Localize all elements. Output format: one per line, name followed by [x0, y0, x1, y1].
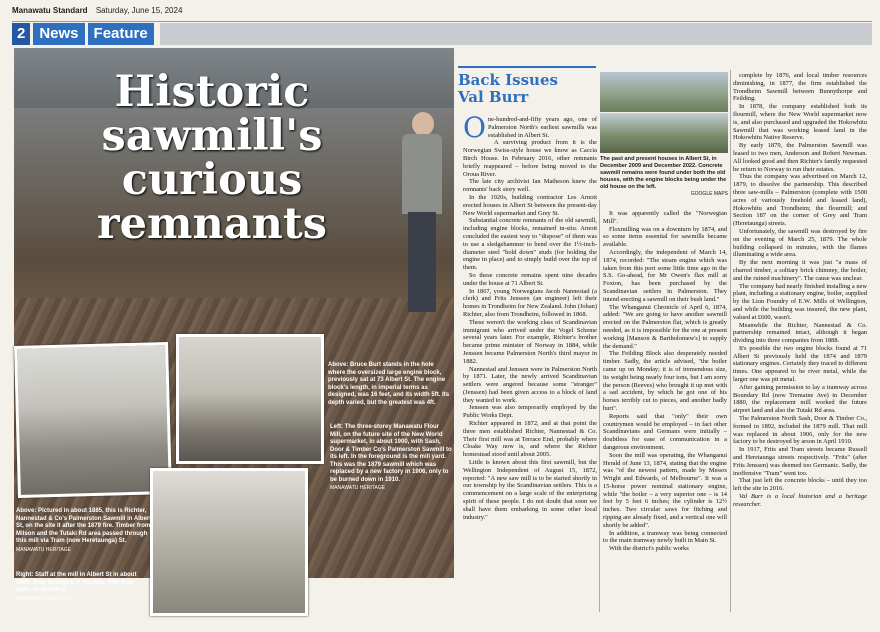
paragraph: Substantial concrete remnants of the old sawmill, including engine blocks, remained in-situ. Arnott concluded the easiest way to "dispose" of them was to use a sledgehammer to bend over the 1½-inch-diameter steel "hold down" studs (for holding the engine in place) and to simply build over the top of them. — [463, 217, 597, 272]
paragraph: In 1878, the company established both its flourmill, where the New World supermarket now is, and also purchased and upgraded the Hokowhitu Sawmill that was working leased land in the Hokowhitu Native Reserve. — [733, 103, 867, 142]
column-rule — [599, 200, 600, 612]
caption-flour-mill-credit: MANAWATU HERITAGE — [330, 485, 385, 491]
article-column-2 — [603, 210, 727, 612]
page-number: 2 — [12, 23, 30, 45]
paragraph: These weren't the working class of Scandinavian immigrant who arrived under the Vogel Scheme several years later. For example, Richter's brother became prime minister of Norway in 1884, while Jenssen became Palmerston North's third mayor in 1882. — [463, 318, 597, 365]
paragraph: Nannestad and Jenssen were in Palmerston North by 1871. Later, the newly arrived Scandinavian settlers were angered because some "stranger" (Jenssen) had been given access to a block of land they wanted to work. — [463, 365, 597, 404]
paper-name: Manawatu Standard — [12, 6, 88, 15]
column-rule — [730, 70, 731, 612]
paragraph: One-hundred-and-fifty years ago, one of Palmerston North's earliest sawmills was established in Albert St. — [463, 116, 597, 144]
caption-houses-text: The past and present houses in Albert St, in December 2009 and December 2022. Concrete sawmill remains were found under both the old houses, with the engine blocks being under the old house on the left. — [600, 156, 727, 190]
paragraph: The Palmerston North Sash, Door & Timber Co., formed in 1892, included the 1879 mill. That mill was replaced in about 1906, only for the new factory to be destroyed by arson in April 1910. — [733, 415, 867, 446]
paragraph: With the district's public works — [609, 545, 689, 553]
paragraph: So these concrete remains spent nine decades under the house at 71 Albert St. — [463, 271, 597, 287]
photo-house-2022 — [600, 113, 728, 153]
paragraph: complete by 1876, and local timber resources diminishing, in 1877, the firm established the Trondheim Sawmill between Bunnythorpe and Feilding. — [733, 72, 867, 103]
section-bar — [12, 23, 154, 45]
paragraph: Soon the mill was operating, the Whanganui Herald of June 13, 1874, stating that the engine was "of the newest pattern, made by Messrs Wright and Edwards, of Melbourne". It was a 15-horse power nominal stationary engine, while "the boiler – a very superior one – is 14 feet by 5 feet 6 inches; the cylinder is 12½ inches. Two circular saws for fitching and ripping are already fixed, and a vertical one will shortly be added". — [603, 451, 727, 529]
paragraph: In 1917, Frits and Tram streets became Russell and Heretaunga streets respectively. "Frits" (after Frits Jenssen) was deemed too Germanic. Sadly, the inoffensive "Tram" went too. — [733, 446, 867, 477]
paragraph: After gaining permission to lay a tramway across Boundary Rd (now Tremaine Ave) in December 1880, the replacement mill worked the future airport land and also the Tutaki Rd area. — [733, 383, 867, 415]
paragraph: Jenssen was also temporarily employed by the Public Works Dept. — [463, 404, 597, 420]
paragraph: Unfortunately, the sawmill was destroyed by fire on the evening of March 25, 1879. The whole building collapsed in minutes, with the flames illuminating a wide area. — [733, 227, 867, 259]
issue-date: Saturday, June 15, 2024 — [95, 6, 183, 15]
caption-staff-credit: MANAWATU HERITAGE — [16, 595, 71, 602]
article-column-1 — [463, 116, 597, 612]
caption-flour-mill-text: Left: The three-storey Manawatu Flour Mill, on the future site of the New World supermarket, in about 1900, with Sash, Door & Timber Co's Palmerston Sawmill to its left. In the foreground is the mill yard. This was the 1879 sawmill which was replaced by a new factory in 1906, only to be burned down in 1910. — [330, 424, 452, 483]
caption-main: Above: Bruce Burt stands in the hole where the oversized large engine block, previously sat at 73 Albert St. The engine block's length, in imperial terms as designed, was 16 feet, and its width 5ft. Its depth varied, but the greatest was 4ft. — [328, 362, 450, 406]
caption-flour-mill — [330, 424, 452, 493]
paragraph: The late city archivist Ian Matheson knew the remnants' back story well. — [463, 178, 597, 194]
caption-staff — [16, 572, 146, 603]
article-column-3 — [733, 72, 867, 612]
headline: Historic sawmill's curious remnants — [97, 67, 327, 249]
paragraph: Accordingly, the independent of March 14, 1874, recorded: "The steam engine which was taken from this port some little time ago in the S.S. Go-ahead, for Mr Owen's flax mill at Foxton, has been purchased by the Scandinavian settlers in Palmerston. They intend erecting a sawmill on their bush land." — [603, 248, 727, 303]
top-strip — [160, 23, 872, 45]
photo-mill-staff — [150, 468, 308, 616]
column-title: Back Issues — [458, 71, 558, 89]
paragraph: By the next morning it was just "a mass of charred timber, a solitary brick chimney, the boiler, and the ruined machinery". The cause was unclear. — [733, 259, 867, 282]
paragraph: It was apparently called the "Norwegian Mill". — [603, 210, 727, 225]
caption-sawmill — [16, 508, 152, 554]
paragraph: Meanwhile the Richter, Nannestad & Co. partnership remained intact, although it began dividing into three companies from 1888. — [733, 321, 867, 345]
paragraph: Floxmilling was on a downturn by 1874, and so some items essential for sawmills became available. — [603, 225, 727, 249]
paragraph: In addition, a tramway was being connected to the main tramway newly built in Main St. — [603, 529, 727, 545]
photo-house-2009 — [600, 72, 728, 112]
section-news: News — [33, 23, 84, 45]
column-author: Val Burr — [458, 88, 529, 106]
paragraph: In 1867, young Norwegians Jacob Nannestad (a clerk) and Frits Jenssen (an engineer) left their homes in Trondheim for New Zealand. John (Johan) Richter, also from Trondheim, followed in 1868. — [463, 287, 597, 318]
paragraph: The Whanganui Chronicle of April 6, 1874, added: "We are going to have another sawmill erected on the Palmerston flat, which is greatly needed, as it is impossible for the one at present working [Manson & Bartholomew's] to supply the demand." — [603, 303, 727, 350]
paragraph: It's possible the two engine blocks found at 71 Albert St previously held the 1874 and 1879 stationary engines. Certainly they traced to different times. One appeared to be river metal, while the larger one was pit metal. — [733, 344, 867, 384]
section-feature: Feature — [88, 23, 154, 45]
column-header — [458, 66, 596, 106]
paragraph: Little is known about this first sawmill, but the Wellington Independent of August 15, 1872, reported: "A new saw mill is to be started shortly in our township by the Scandinavian settlers. This is a commencement on a large scale of the enterprising spirit of these people. I do not doubt that soon we shall have them embarking in some other local industry." — [463, 459, 597, 521]
author-note: Val Burr is a local historian and a heritage researcher. — [733, 493, 867, 508]
photo-person — [398, 112, 446, 312]
paragraph: By early 1879, the Palmerston Sawmill was leased to two men, Anderson and Robert Newman. All looked good and then Richter's family requested he return to Norway to run their estates. — [733, 142, 867, 173]
photo-sawmill-1885 — [14, 342, 172, 498]
masthead — [12, 6, 872, 22]
paragraph: The company had nearly finished installing a new plant, including a stationary engine, boiler, supplied by the Lion Foundry of E.W. Mills of Wellington, and while the building was insured, the new plant, valued at £600, wasn't. — [733, 282, 867, 321]
caption-staff-text: Right: Staff at the mill in Albert St in about 1885. Only George E.V. Kochler, fifth from right, is identified. — [16, 572, 137, 593]
caption-sawmill-text: Above: Pictured in about 1885, this is Richter, Nannestad & Co's Palmerston Sawmill in Albert St, on the site it after the 1879 fire. Timber from Milson and the Tutaki Rd area passed through this mill via Tram (now Heretaunga) St. — [16, 508, 152, 544]
caption-houses-credit: GOOGLE MAPS — [690, 191, 728, 197]
paragraph: Thus the company was advertised on March 12, 1879, to dissolve the partnership. This described three saw-mills – Palmerston (complete with 1500 acres of variously freehold and leased land), Hokowhitu and Trondheim; the flourmill; and Section 187 on the corner of Grey and Tram (Heretaunga) streets. — [733, 173, 867, 228]
caption-houses — [600, 156, 728, 198]
caption-sawmill-credit: MANAWATU HERITAGE — [16, 546, 71, 553]
paragraph: Richter appeared in 1872, and at that point the three men established Richter, Nannestad & Co. Their first mill was at Terrace End, probably where Cloake Way now is, and where the Richter homestead stood until about 2005. — [463, 420, 597, 459]
paragraph: That just left the concrete blocks – until they too left the site in 2016. — [733, 477, 867, 493]
drop-cap: O — [463, 116, 486, 144]
paragraph: Reports said that "only" their own countrymen would be employed – in fact other Scandinavians and Germans were initially – doubtless for ease of communication in a dangerous environment. — [603, 412, 727, 451]
paragraph: In the 1920s, building contractor Les Arnott erected houses in Albert St between the present-day New World supermarket and Grey St. — [463, 193, 597, 217]
paragraph: A surviving product from it is the Norwegian Swiss-style house we know as Caccia Birch House. In February 2016, other remnants briefly reappeared – before being moved to the Oroua River. — [463, 139, 597, 178]
paragraph: The Feilding Block also desperately needed timber. Sadly, the article advised, "the boiler came up on Monday; it is of tremendous size, its weight being nearly four tons, but I am sorry the person (Reeves) who brought it up met with a sad accident, by which he got one of his horses terribly cut to pieces, and another badly hurt". — [603, 350, 727, 412]
photo-flour-mill — [176, 334, 324, 464]
